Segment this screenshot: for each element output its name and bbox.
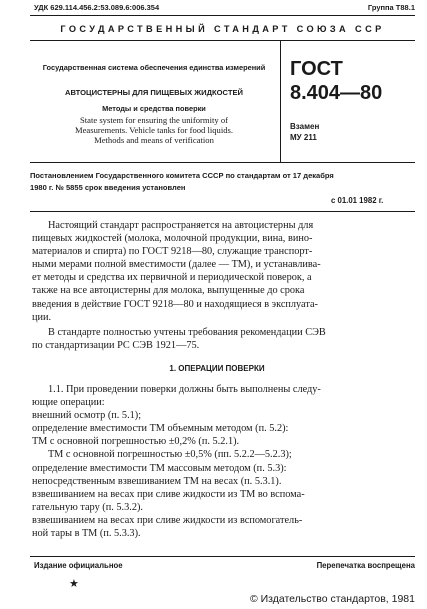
text-line: ТМ с основной погрешностью ±0,5% (пп. 5.2.2—5.2.3);: [48, 449, 292, 461]
text-line: 1.1. При проведении поверки должны быть выполнены следу-: [48, 384, 321, 395]
main-title: АВТОЦИСТЕРНЫ ДЛЯ ПИЩЕВЫХ ЖИДКОСТЕЙ: [65, 88, 243, 97]
title-bottom-rule: [30, 162, 415, 163]
text-line: ющие операции:: [32, 397, 105, 409]
reprint-notice: Перепечатка воспрещена: [316, 561, 415, 570]
star-mark: ★: [69, 578, 79, 590]
english-title-line: Measurements. Vehicle tanks for food liquids.: [74, 124, 234, 135]
text-line: введения в действие ГОСТ 9218—80 и находящиеся в эксплуата-: [32, 298, 318, 310]
decree-rule: [30, 211, 415, 212]
text-line: В стандарте полностью учтены требования рекомендации СЭВ: [48, 327, 326, 338]
decree-line: Постановлением Государственного комитета СССР по стандартам от 17 декабря: [30, 171, 334, 180]
footer-rule: [30, 556, 415, 557]
section-body: [32, 383, 402, 540]
english-title: [30, 116, 278, 145]
text-line: пищевых жидкостей (молока, молочной продукции, вина, вино-: [32, 233, 313, 245]
intro-paragraph: [32, 219, 402, 324]
section-heading: 1. ОПЕРАЦИИ ПОВЕРКИ: [169, 364, 265, 373]
udc-code: УДК 629.114.456.2:53.089.6:006.354: [34, 3, 160, 12]
state-standard-banner: ГОСУДАРСТВЕННЫЙ СТАНДАРТ СОЮЗА ССР: [60, 24, 385, 34]
official-edition: Издание официальное: [34, 561, 123, 570]
text-line: определение вместимости ТМ массовым методом (п. 5.3):: [32, 462, 287, 474]
title-separator: [280, 40, 281, 162]
text-line: непосредственным взвешиванием ТМ на весах (п. 5.3.1).: [32, 475, 282, 487]
subtitle: Методы и средства поверки: [102, 104, 206, 113]
group-code: Группа Т88.1: [367, 3, 415, 12]
gost-label: ГОСТ: [290, 58, 343, 80]
english-title-line: Methods and means of verification: [94, 134, 214, 145]
text-line: также на все автоцистерны для молока, выпущенные до срока: [32, 285, 305, 297]
banner-rule: [30, 40, 415, 41]
decree-line: 1980 г. № 5855 срок введения установлен: [30, 183, 186, 192]
text-line: ТМ с основной погрешностью ±0,2% (п. 5.2.1).: [32, 436, 240, 448]
text-line: по стандартизации РС СЭВ 1921—75.: [32, 340, 200, 352]
text-line: ными мерами полной вместимости (далее — ТМ), и устанавлива-: [32, 259, 321, 271]
text-line: определение вместимости ТМ объемным методом (п. 5.2):: [32, 423, 289, 435]
replaces-document: МУ 211: [290, 133, 317, 142]
text-line: ет методы и средства их первичной и периодической поверок, а: [32, 272, 312, 284]
english-title-line: State system for ensuring the uniformity of: [80, 115, 228, 125]
text-line: взвешиванием на весах при сливе жидкости из вспомогатель-: [32, 514, 303, 526]
measurement-system-title: Государственная система обеспечения единства измерений: [42, 63, 266, 72]
copyright: © Издательство стандартов, 1981: [249, 593, 415, 605]
cmea-paragraph: [32, 326, 402, 352]
text-line: взвешиванием на весах при сливе жидкости из ТМ во вспома-: [32, 488, 305, 500]
text-line: материалов и спирта) по ГОСТ 9218—80, служащие транспорт-: [32, 246, 313, 258]
text-line: гательную тару (п. 5.3.2).: [32, 501, 143, 513]
decree-text: [30, 170, 422, 194]
text-line: ной тары в ТМ (п. 5.3.3).: [32, 528, 141, 540]
replaces-label: Взамен: [290, 122, 320, 131]
top-rule: [30, 15, 415, 16]
gost-number: 8.404—80: [290, 82, 383, 104]
text-line: ции.: [32, 311, 52, 323]
text-line: внешний осмотр (п. 5.1);: [32, 410, 142, 422]
effective-date: с 01.01 1982 г.: [331, 196, 384, 205]
text-line: Настоящий стандарт распространяется на автоцистерны для: [48, 220, 314, 231]
